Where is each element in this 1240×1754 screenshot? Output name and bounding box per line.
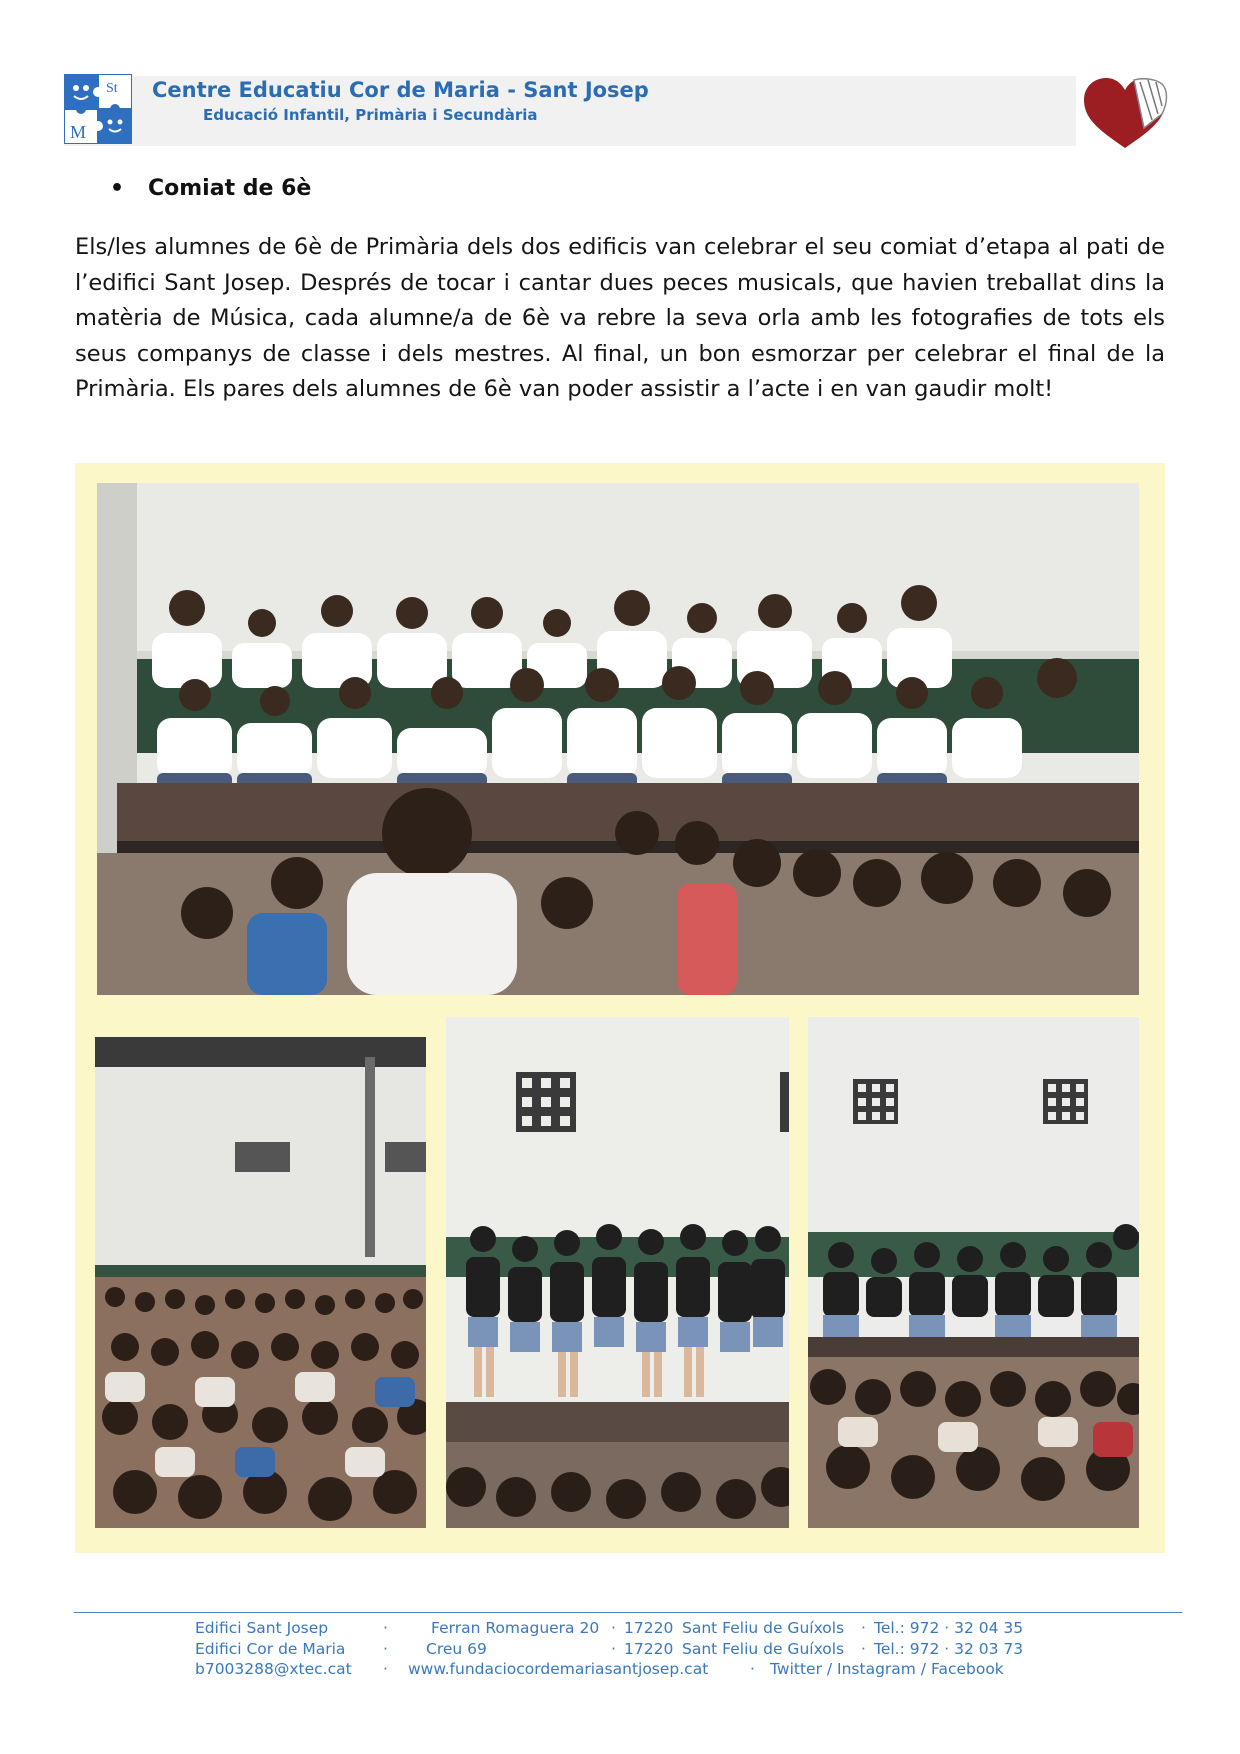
photo-students-dancing (446, 1017, 789, 1528)
footer-building: Edifici Cor de Maria (195, 1639, 346, 1658)
footer-building: Edifici Sant Josep (195, 1619, 329, 1637)
footer-separator: · (383, 1619, 388, 1637)
footer-separator: · (611, 1619, 616, 1637)
footer-separator: · (611, 1639, 616, 1658)
footer (0, 1618, 1240, 1680)
footer-phone: Tel.: 972 · 32 04 35 (874, 1619, 1024, 1637)
footer-postcode: 17220 (624, 1619, 674, 1637)
footer-row-contact (0, 1659, 1240, 1680)
bullet-icon: • (110, 176, 125, 201)
heart-logo (1082, 76, 1168, 152)
section-title: Comiat de 6è (148, 176, 312, 201)
photo-panel (75, 463, 1165, 1553)
footer-separator: · (861, 1619, 866, 1637)
footer-row-cor-de-maria (0, 1639, 1240, 1660)
footer-phone: Tel.: 972 · 32 03 73 (874, 1639, 1024, 1658)
footer-postcode: 17220 (624, 1639, 674, 1658)
section-paragraph: Els/les alumnes de 6è de Primària dels dos edificis van celebrar el seu comiat d’etapa al pati de l’edifici Sant Josep. Després de tocar i cantar dues peces musicals, que havien treballat dins la matèria de Música, cada alumne/a de 6è va rebre la seva orla amb les fotografies de tots els seus companys de classe i dels mestres. Al final, un bon esmorzar per celebrar el final de la Primària. Els pares dels alumnes de 6è van poder assistir a l’acte i en van gaudir molt! (75, 234, 1165, 402)
section-heading (110, 176, 311, 201)
footer-separator: · (383, 1639, 388, 1658)
footer-divider (74, 1612, 1182, 1613)
school-logo (64, 74, 132, 144)
footer-city: Sant Feliu de Guíxols (682, 1619, 845, 1637)
footer-row-sant-josep (0, 1618, 1240, 1639)
footer-separator: · (750, 1660, 755, 1678)
footer-separator: · (383, 1660, 388, 1678)
photo-students-seated-on-stage (808, 1017, 1139, 1528)
logo-letters-st: St (106, 81, 118, 96)
logo-letters-m: M (70, 122, 87, 142)
school-name: Centre Educatiu Cor de Maria - Sant Josep (152, 78, 649, 102)
footer-city: Sant Feliu de Guíxols (682, 1639, 845, 1658)
footer-separator: · (861, 1639, 866, 1658)
footer-street: Ferran Romaguera 20 (431, 1619, 600, 1637)
footer-social-links[interactable]: Twitter / Instagram / Facebook (770, 1660, 1004, 1678)
footer-website[interactable]: www.fundaciocordemariasantjosep.cat (408, 1660, 709, 1678)
photo-students-on-stage (97, 483, 1139, 995)
footer-street: Creu 69 (426, 1639, 487, 1658)
footer-email[interactable]: b7003288@xtec.cat (195, 1660, 352, 1678)
photo-audience-in-hall (95, 1037, 426, 1528)
school-subtitle: Educació Infantil, Primària i Secundària (203, 106, 538, 124)
